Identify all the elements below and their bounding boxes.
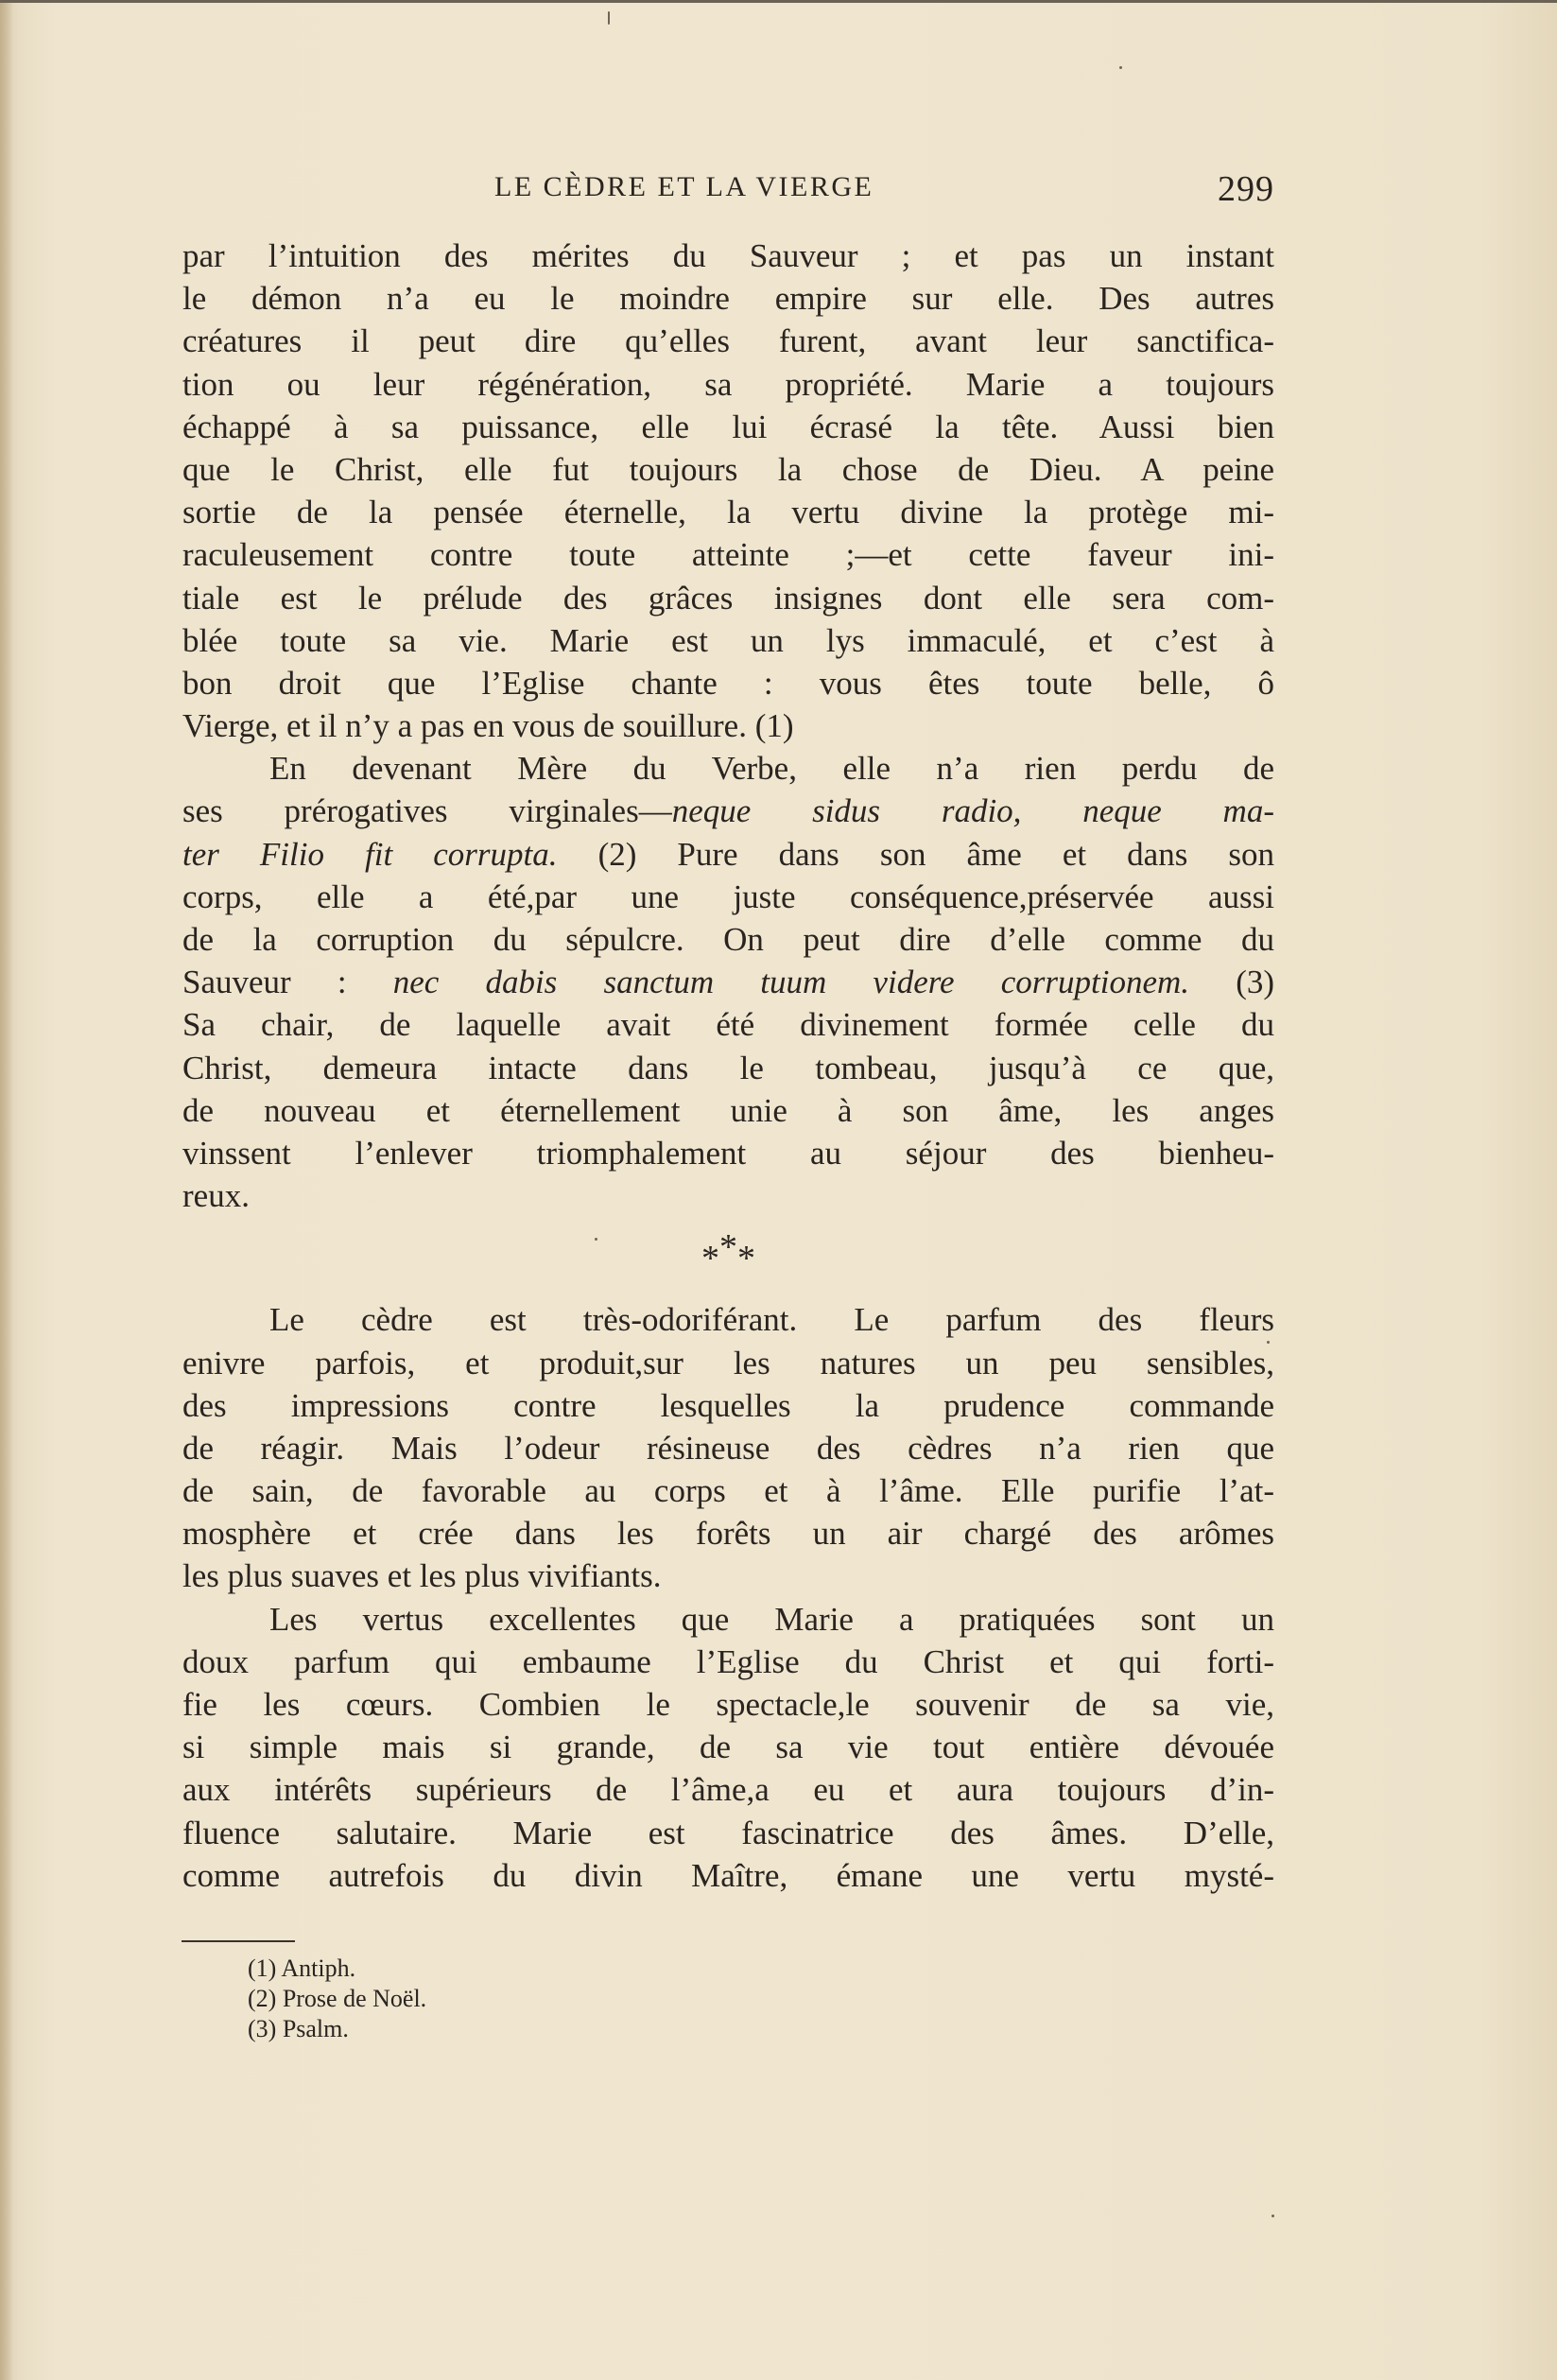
text-line: bon droit que l’Eglise chante : vous êtes toute belle, ô (182, 664, 1274, 702)
text-line: sortie de la pensée éternelle, la vertu divine la protège mi- (182, 494, 1274, 531)
text-line: Le cèdre est très-odoriférant. Le parfum des fleurs (269, 1301, 1274, 1339)
ink-speck (608, 11, 610, 25)
paragraph-2 (182, 747, 1274, 1217)
text-line: si simple mais si grande, de sa vie tout entière dévouée (182, 1729, 1274, 1766)
text-line: Vierge, et il n’y a pas en vous de souillure. (1) (182, 707, 794, 745)
text-line: doux parfum qui embaume l’Eglise du Christ et qui forti- (182, 1642, 1274, 1680)
asterism-star: * (737, 1239, 755, 1279)
running-head (180, 166, 1276, 214)
text-line: aux intérêts supérieurs de l’âme,a eu et aura toujours d’in- (182, 1771, 1274, 1809)
text-run: (3) (1189, 964, 1274, 1001)
text-line: fie les cœurs. Combien le spectacle,le souvenir de sa vie, (182, 1686, 1274, 1723)
text-line: de nouveau et éternellement unie à son âme, les anges (182, 1091, 1274, 1129)
text-line: mosphère et crée dans les forêts un air chargé des arômes (182, 1515, 1274, 1553)
text-line: corps, elle a été,par une juste conséquence,préservée aussi (182, 877, 1274, 915)
text-line: Sa chair, de laquelle avait été divinement formée celle du (182, 1006, 1274, 1044)
text-line (182, 833, 1274, 876)
text-line: fluence salutaire. Marie est fascinatrice des âmes. D’elle, (182, 1814, 1274, 1851)
ink-speck (1119, 66, 1122, 69)
text-line: créatures il peut dire qu’elles furent, avant leur sanctifica- (182, 322, 1274, 360)
latin-quote: neque sidus radio, neque ma- (671, 792, 1274, 830)
asterism-star: * (701, 1239, 719, 1279)
body-text (182, 235, 1274, 1897)
footnote-rule (182, 1940, 295, 1942)
text-line: des impressions contre lesquelles la prudence commande (182, 1386, 1274, 1424)
text-line: tiale est le prélude des grâces insignes dont elle sera com- (182, 579, 1274, 617)
text-run: ses prérogatives virginales— (182, 792, 672, 830)
text-line: vinssent l’enlever triomphalement au séjour des bienheu- (182, 1134, 1274, 1172)
footnote: (1) Antiph. (248, 1954, 356, 1982)
asterism-divider (182, 1217, 1274, 1298)
text-line: de la corruption du sépulcre. On peut dire d’elle comme du (182, 921, 1274, 958)
spine-shadow (0, 0, 13, 2380)
latin-quote: ter Filio fit corrupta. (182, 835, 558, 873)
footnote: (3) Psalm. (248, 2015, 349, 2042)
text-line: blée toute sa vie. Marie est un lys immaculé, et c’est à (182, 621, 1274, 659)
running-title: LE CÈDRE ET LA VIERGE (494, 171, 874, 202)
text-line: le démon n’a eu le moindre empire sur elle. Des autres (182, 280, 1274, 318)
text-line: de réagir. Mais l’odeur résineuse des cèdres n’a rien que (182, 1429, 1274, 1467)
text-line: comme autrefois du divin Maître, émane une vertu mysté- (182, 1856, 1274, 1894)
latin-quote: nec dabis sanctum tuum videre corruptionem. (392, 964, 1190, 1001)
paragraph-4 (182, 1598, 1274, 1897)
page-top-edge (0, 0, 1557, 3)
text-line: échappé à sa puissance, elle lui écrasé la tête. Aussi bien (182, 408, 1274, 445)
text-run: (2) Pure dans son âme et dans son (557, 835, 1274, 873)
text-line: de sain, de favorable au corps et à l’âme. Elle purifie l’at- (182, 1472, 1274, 1510)
text-line (182, 790, 1274, 832)
text-line: raculeusement contre toute atteinte ;—et cette faveur ini- (182, 536, 1274, 574)
text-line: Les vertus excellentes que Marie a pratiquées sont un (269, 1600, 1274, 1638)
ink-speck (1272, 2215, 1274, 2217)
text-run: Sauveur : (182, 964, 393, 1001)
paragraph-1 (182, 235, 1274, 747)
page-number: 299 (1218, 169, 1274, 209)
text-line: Christ, demeura intacte dans le tombeau, jusqu’à ce que, (182, 1049, 1274, 1086)
text-line (182, 961, 1274, 1003)
text-line: que le Christ, elle fut toujours la chose de Dieu. A peine (182, 450, 1274, 488)
text-line: En devenant Mère du Verbe, elle n’a rien perdu de (269, 750, 1274, 788)
text-line: reux. (182, 1177, 250, 1215)
asterism-star: * (719, 1227, 737, 1268)
paragraph-3 (182, 1298, 1274, 1597)
text-line: les plus suaves et les plus vivifiants. (182, 1557, 662, 1595)
text-line: tion ou leur régénération, sa propriété. Marie a toujours (182, 365, 1274, 403)
text-line: par l’intuition des mérites du Sauveur ; et pas un instant (182, 237, 1274, 274)
footnotes (248, 1954, 426, 2044)
text-line: enivre parfois, et produit,sur les natures un peu sensibles, (182, 1344, 1274, 1381)
footnote: (2) Prose de Noël. (248, 1985, 427, 2012)
